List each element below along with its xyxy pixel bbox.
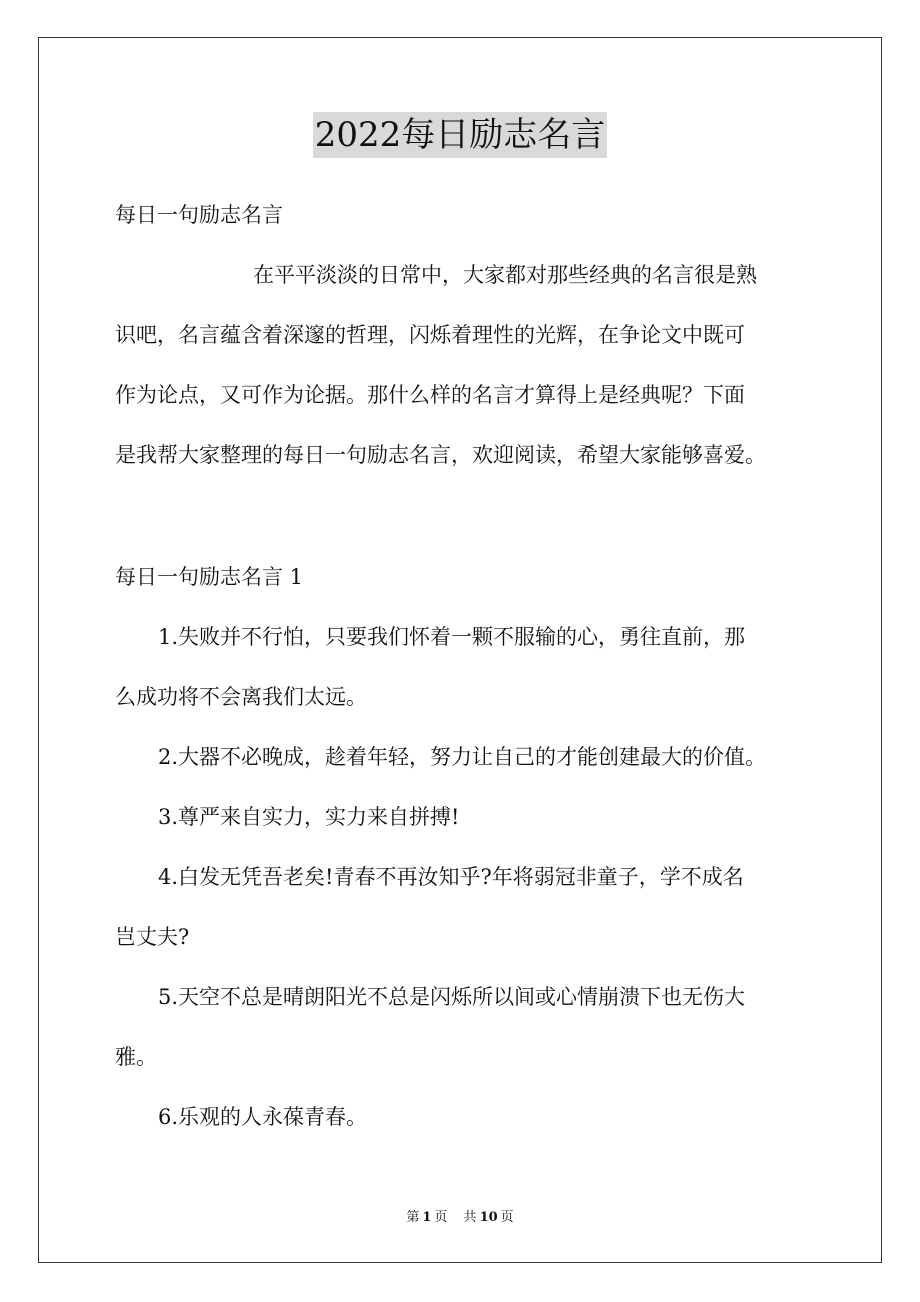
list-item: 3.尊严来自实力，实力来自拼搏! [158,805,460,829]
total-prefix: 共 [463,1210,477,1225]
list-item: 么成功将不会离我们太远。 [115,685,367,709]
page-suffix: 页 [434,1210,448,1225]
subtitle: 每日一句励志名言 [115,203,283,227]
document-title: 2022每日励志名言 [313,112,608,158]
intro-line-4: 是我帮大家整理的每日一句励志名言，欢迎阅读，希望大家能够喜爱。 [115,443,766,467]
list-item: 5.天空不总是晴朗阳光不总是闪烁所以间或心情崩溃下也无伤大 [158,985,746,1009]
page-indicator [403,1210,450,1225]
list-item: 4.白发无凭吾老矣!青春不再汝知乎?年将弱冠非童子，学不成名 [158,865,744,889]
intro-line-3: 作为论点，又可作为论据。那什么样的名言才算得上是经典呢？下面 [115,383,745,407]
total-indicator [461,1210,517,1225]
section-heading: 每日一句励志名言 1 [115,565,304,589]
intro-line-1: 在平平淡淡的日常中，大家都对那些经典的名言很是熟 [253,263,757,287]
title-container [0,112,920,158]
total-suffix: 页 [500,1210,514,1225]
intro-line-2: 识吧，名言蕴含着深邃的哲理，闪烁着理性的光辉，在争论文中既可 [115,323,745,347]
page-number: 1 [422,1210,432,1225]
list-item: 2.大器不必晚成，趁着年轻，努力让自己的才能创建最大的价值。 [158,745,767,769]
page-prefix: 第 [406,1210,420,1225]
page-footer [0,1206,920,1225]
total-pages: 10 [479,1210,498,1225]
list-item: 6.乐观的人永葆青春。 [158,1105,368,1129]
list-item: 1.失败并不行怕，只要我们怀着一颗不服输的心，勇往直前，那 [158,625,746,649]
list-item: 雅。 [115,1045,157,1069]
list-item: 岂丈夫? [115,925,190,949]
